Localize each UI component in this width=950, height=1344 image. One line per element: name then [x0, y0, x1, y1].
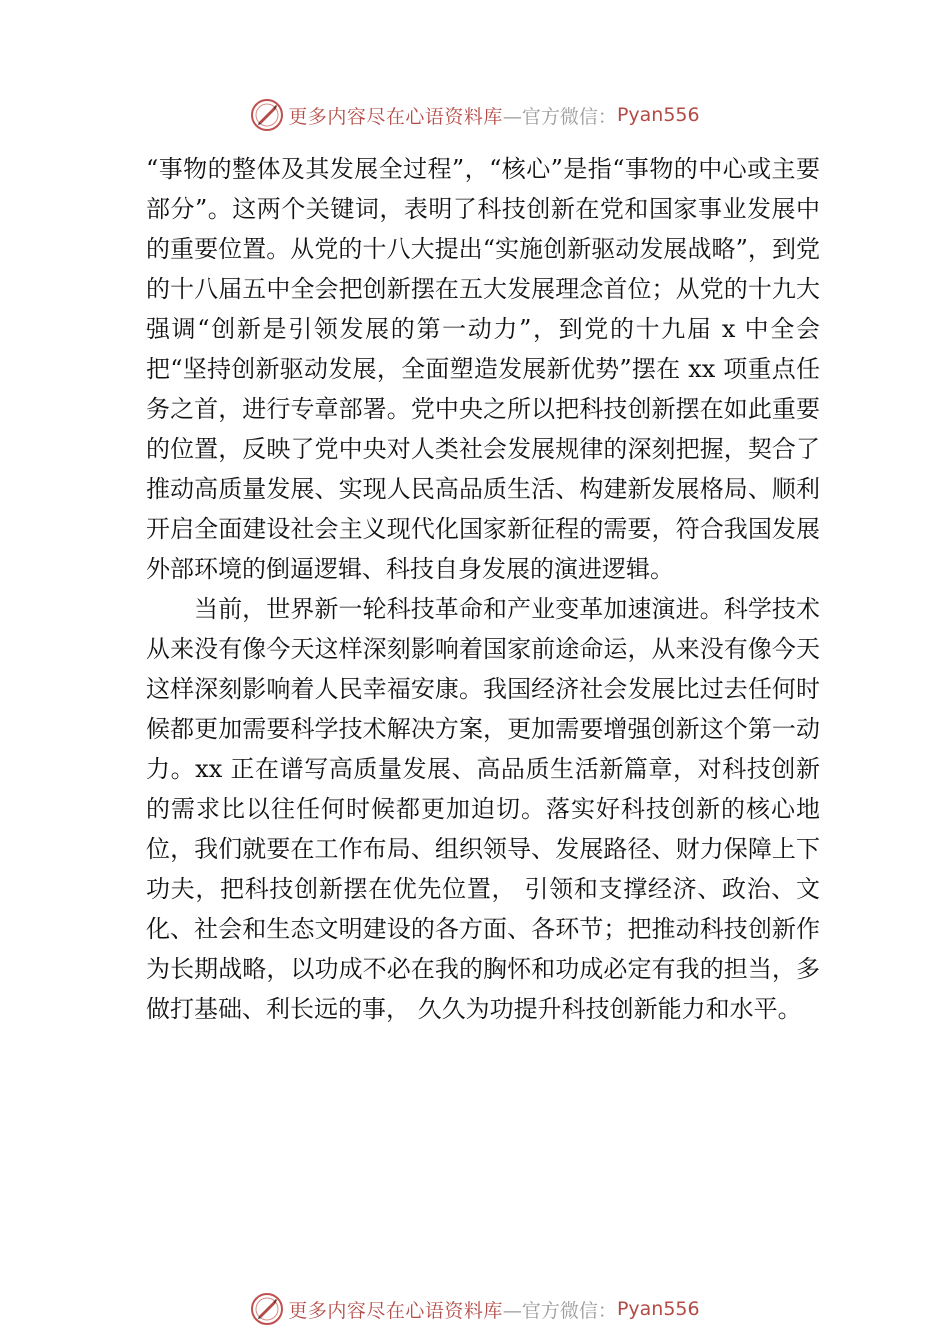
watermark-site-text: 更多内容尽在心语资料库	[288, 105, 503, 128]
watermark-separator: —官方微信：	[502, 105, 617, 128]
watermark-site-text: 更多内容尽在心语资料库	[288, 1299, 503, 1322]
document-body	[146, 149, 820, 1029]
paragraph: “事物的整体及其发展全过程”，“核心”是指“事物的中心或主要部分”。这两个关键词，表明了科技创新在党和国家事业发展中的重要位置。从党的十八大提出“实施创新驱动发展战略”，到党的十八届五中全会把创新摆在五大发展理念首位；从党的十九大强调“创新是引领发展的第一动力”，到党的十九届 x 中全会把“坚持创新驱动发展，全面塑造发展新优势”摆在 xx 项重点任务之首，进行专章部署。党中央之所以把科技创新摆在如此重要的位置，反映了党中央对人类社会发展规律的深刻把握，契合了推动高质量发展、实现人民高品质生活、构建新发展格局、顺利开启全面建设社会主义现代化国家新征程的需要，符合我国发展外部环境的倒逼逻辑、科技自身发展的演进逻辑。	[146, 155, 820, 583]
watermark-handle: Pyan556	[616, 1298, 700, 1320]
watermark-handle: Pyan556	[616, 104, 700, 126]
seal-logo-icon	[250, 98, 284, 132]
footer-watermark	[0, 1287, 950, 1331]
seal-logo-icon	[250, 1292, 284, 1326]
paragraph: 当前，世界新一轮科技革命和产业变革加速演进。科学技术从来没有像今天这样深刻影响着国家前途命运，从来没有像今天这样深刻影响着人民幸福安康。我国经济社会发展比过去任何时候都更加需要科学技术解决方案，更加需要增强创新这个第一动力。xx 正在谱写高质量发展、高品质生活新篇章，对科技创新的需求比以往任何时候都更加迫切。落实好科技创新的核心地位，我们就要在工作布局、组织领导、发展路径、财力保障上下功夫，把科技创新摆在优先位置， 引领和支撑经济、政治、文化、社会和生态文明建设的各方面、各环节；把推动科技创新作为长期战略，以功成不必在我的胸怀和功成必定有我的担当，多做打基础、利长远的事， 久久为功提升科技创新能力和水平。	[146, 595, 820, 1023]
watermark-separator: —官方微信：	[502, 1299, 617, 1322]
header-watermark	[0, 93, 950, 137]
